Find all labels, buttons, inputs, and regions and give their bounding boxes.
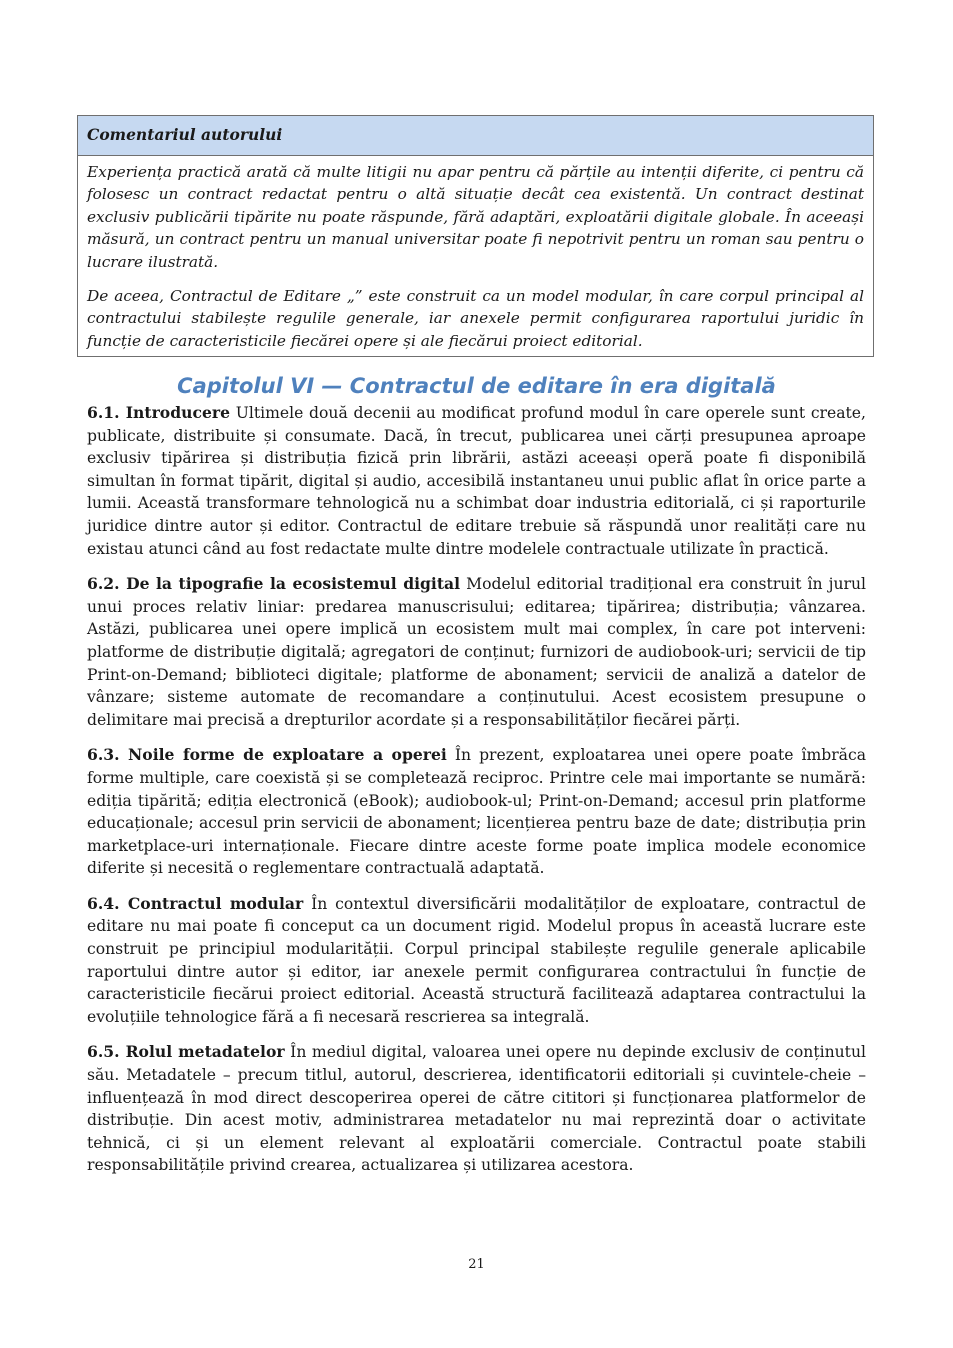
section-title: 6.1. Introducere bbox=[87, 403, 230, 422]
section-title: 6.5. Rolul metadatelor bbox=[87, 1042, 285, 1062]
section-6-4 bbox=[87, 893, 866, 1029]
section-title: 6.3. Noile forme de exploatare a operei bbox=[87, 745, 447, 765]
section-text: În mediul digital, valoarea unei opere nu depinde exclusiv de conținutul său. Metadatele – precum titlul, autorul, descrierea, identificatorii editoriali și cuvintele-cheie – influențează în mod direct descoperirea operei de către cititori și funcționarea platformelor de distribuție. Din acest motiv, administrarea metadatelor nu mai reprezintă doar o activitate tehnică, ci și un element relevant al exploatării comerciale. Contractul poate stabili responsabilitățile privind crearea, actualizarea și utilizarea acestora. bbox=[87, 1043, 866, 1175]
section-text: În contextul diversificării modalităților de exploatare, contractul de editare nu mai poate fi conceput ca un document rigid. Modelul propus în această lucrare este construit pe principiul modularității. Corpul principal stabilește regulile generale aplicabile raportului dintre autor și editor, iar anexele permit configurarea contractului în funcție de caracteristicile fiecărui proiect editorial. Această structură facilitează adaptarea contractului la evoluțiile tehnologice fără a fi necesară rescrierea sa integrală. bbox=[87, 894, 866, 1026]
section-text: În prezent, exploatarea unei opere poate îmbrăca forme multiple, care coexistă și se completează reciproc. Printre cele mai importante se numără: ediția tipărită; ediția electronică (eBook); audiobook-ul; Print-on-Demand; accesul prin platforme educaționale; accesul prin servicii de abonament; licențierea pentru baze de date; distribuția prin marketplace-uri internaționale. Fiecare dintre aceste forme poate implica modele economice diferite și necesită o reglementare contractuală adaptată. bbox=[87, 746, 867, 878]
section-6-2 bbox=[87, 573, 866, 731]
comment-box-title: Comentariul autorului bbox=[78, 116, 873, 156]
section-text: Modelul editorial tradițional era construit în jurul unui proces relativ liniar: predarea manuscrisului; editarea; tipărirea; distribuția; vânzarea. Astăzi, publicarea unei opere implică un ecosistem mult mai complex, în care pot interveni: platforme de distribuție digitală; agregatori de conținut; furnizori de audiobook-uri; servicii de tip Print-on-Demand; biblioteci digitale; platforme de abonament; servicii de analiză a datelor de vânzare; sisteme automate de recomandare a conținutului. Acest ecosistem presupune o delimitare mai precisă a drepturilor acordate și a responsabilităților fiecărei părți. bbox=[87, 575, 866, 729]
comment-box-body bbox=[78, 156, 873, 356]
section-6-3 bbox=[87, 744, 866, 880]
section-6-5 bbox=[87, 1041, 866, 1177]
chapter-content bbox=[87, 402, 866, 1190]
comment-paragraph: Experiența practică arată că multe litigii nu apar pentru că părțile au intenții diferite, ci pentru că folosesc un contract redactat pentru o altă situație decât cea existentă. Un contract destinat exclusiv publicării tipărite nu poate răspunde, fără adaptări, exploatării digitale globale. În aceeași măsură, un contract pentru un manual universitar poate fi nepotrivit pentru un roman sau pentru o lucrare ilustrată. bbox=[87, 163, 864, 271]
section-title: 6.2. De la tipografie la ecosistemul digital bbox=[87, 574, 461, 594]
page-number: 21 bbox=[468, 1257, 485, 1272]
author-comment-box bbox=[77, 115, 874, 357]
section-6-1 bbox=[87, 402, 866, 560]
section-text: Ultimele două decenii au modificat profund modul în care operele sunt create, publicate, distribuite și consumate. Dacă, în trecut, publicarea unei cărți presupunea aproape exclusiv tipărirea și distribuția fizică prin librării, astăzi aceeași operă poate fi disponibilă simultan în format tipărit, digital și audio, accesibilă instantaneu unui public aflat în orice parte a lumii. Această transformare tehnologică nu a schimbat doar industria editorială, ci și raporturile juridice dintre autor și editor. Contractul de editare trebuie să răspundă unor realități care nu existau atunci când au fost redactate multe dintre modelele contractuale utilizate în practică. bbox=[87, 404, 866, 558]
comment-paragraph: De aceea, Contractul de Editare „” este construit ca un model modular, în care corpul principal al contractului stabilește regulile generale, iar anexele permit configurarea raportului juridic în funcție de caracteristicile fiecărei opere și ale fiecărui proiect editorial. bbox=[87, 287, 864, 350]
section-title: 6.4. Contractul modular bbox=[87, 893, 304, 913]
chapter-title: Capitolul VI — Contractul de editare în era digitală bbox=[177, 374, 776, 398]
